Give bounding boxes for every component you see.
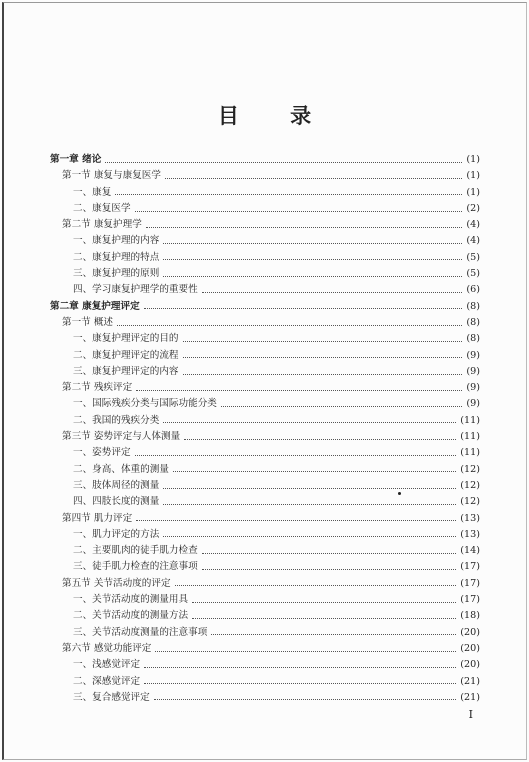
dot-leader [135, 455, 457, 456]
toc-page-number: (11) [460, 414, 480, 426]
toc-page-number: (11) [460, 431, 480, 443]
toc-label: 第二章 康复护理评定 [50, 300, 140, 312]
toc-label: 一、关节活动度的测量用具 [73, 594, 189, 606]
toc-section[interactable] [50, 511, 480, 527]
toc-page-number: (17) [460, 561, 480, 573]
dot-leader [144, 683, 456, 684]
toc-label: 第一节 概述 [62, 316, 114, 328]
dot-leader [202, 553, 457, 554]
toc-item[interactable] [50, 364, 480, 380]
toc-page-number: (4) [466, 219, 480, 231]
toc-label: 一、康复 [73, 186, 112, 198]
toc-label: 第六节 感觉功能评定 [62, 642, 152, 654]
toc-label: 三、康复护理评定的内容 [73, 365, 179, 377]
toc-page-number: (14) [460, 545, 480, 557]
toc-label: 三、肢体周径的测量 [73, 479, 160, 491]
toc-chapter[interactable] [50, 152, 480, 168]
dot-leader [163, 504, 456, 505]
toc-page-number: (4) [466, 235, 480, 247]
toc-label: 第四节 肌力评定 [62, 512, 133, 524]
dot-leader [175, 585, 457, 586]
toc-label: 第一章 绪论 [50, 154, 102, 165]
toc-item[interactable] [50, 543, 480, 559]
toc-item[interactable] [50, 462, 480, 478]
toc-page-number: (12) [460, 496, 480, 508]
dot-leader [192, 602, 456, 603]
toc-page-number: (20) [460, 659, 480, 671]
toc-section[interactable] [50, 380, 480, 396]
toc-item[interactable] [50, 478, 480, 494]
dot-leader [183, 341, 463, 342]
toc-label: 第二节 残疾评定 [62, 382, 133, 394]
toc-label: 第三节 姿势评定与人体测量 [62, 431, 181, 443]
toc-item[interactable] [50, 348, 480, 364]
toc-page-number: (20) [460, 642, 480, 654]
toc-label: 三、关节活动度测量的注意事项 [73, 626, 208, 638]
toc-item[interactable] [50, 396, 480, 412]
toc-label: 一、国际残疾分类与国际功能分类 [73, 398, 217, 410]
toc-item[interactable] [50, 494, 480, 510]
table-of-contents [50, 152, 480, 706]
toc-page-number: (5) [466, 251, 480, 263]
toc-page-number: (20) [460, 626, 480, 638]
toc-label: 四、四肢长度的测量 [73, 496, 160, 508]
toc-page-number: (21) [460, 691, 480, 703]
toc-page-number: (11) [460, 447, 480, 459]
dot-leader [184, 439, 456, 440]
dot-leader [117, 325, 462, 326]
toc-item[interactable] [50, 592, 480, 608]
toc-page-number: (9) [466, 365, 480, 377]
toc-label: 一、浅感觉评定 [73, 659, 141, 671]
toc-label: 一、康复护理的内容 [73, 235, 160, 247]
toc-label: 三、康复护理的原则 [73, 268, 160, 280]
toc-item[interactable] [50, 266, 480, 282]
toc-page-number: (12) [460, 479, 480, 491]
toc-page-number: (6) [466, 284, 480, 296]
toc-section[interactable] [50, 217, 480, 233]
toc-page-number: (9) [466, 398, 480, 410]
dot-leader [192, 618, 456, 619]
toc-section[interactable] [50, 315, 480, 331]
dot-leader [144, 308, 463, 309]
page-title: 目 录 [217, 104, 334, 128]
toc-item[interactable] [50, 657, 480, 673]
toc-item[interactable] [50, 690, 480, 706]
toc-item[interactable] [50, 331, 480, 347]
toc-item[interactable] [50, 185, 480, 201]
toc-page-number: (17) [460, 577, 480, 589]
toc-label: 三、徒手肌力检查的注意事项 [73, 561, 198, 573]
toc-section[interactable] [50, 641, 480, 657]
toc-label: 二、康复护理评定的流程 [73, 349, 179, 361]
toc-label: 一、康复护理评定的目的 [73, 333, 179, 345]
toc-label: 二、康复医学 [73, 202, 131, 214]
toc-item[interactable] [50, 250, 480, 266]
dot-leader [163, 243, 462, 244]
dot-leader [183, 357, 463, 358]
toc-item[interactable] [50, 233, 480, 249]
dot-leader [202, 292, 463, 293]
toc-page-number: (2) [466, 202, 480, 214]
toc-item[interactable] [50, 527, 480, 543]
dot-leader [154, 699, 457, 700]
dot-leader [163, 422, 456, 423]
dot-leader [202, 569, 457, 570]
dot-leader [136, 390, 462, 391]
toc-page-number: (21) [460, 675, 480, 687]
toc-label: 二、主要肌肉的徒手肌力检查 [73, 545, 198, 557]
toc-page-number: (8) [466, 333, 480, 345]
toc-item[interactable] [50, 674, 480, 690]
toc-label: 二、关节活动度的测量方法 [73, 610, 189, 622]
toc-label: 二、康复护理的特点 [73, 251, 160, 263]
toc-page-number: (1) [466, 186, 480, 198]
toc-item[interactable] [50, 201, 480, 217]
toc-label: 四、学习康复护理学的重要性 [73, 284, 198, 296]
dot-leader [163, 536, 456, 537]
toc-section[interactable] [50, 576, 480, 592]
toc-label: 第二节 康复护理学 [62, 219, 142, 231]
toc-item[interactable] [50, 559, 480, 575]
toc-item[interactable] [50, 445, 480, 461]
dot-leader [163, 259, 462, 260]
toc-label: 一、姿势评定 [73, 447, 131, 459]
toc-item[interactable] [50, 282, 480, 298]
toc-page-number: (1) [466, 170, 480, 182]
toc-label: 二、我国的残疾分类 [73, 414, 160, 426]
toc-label: 第五节 关节活动度的评定 [62, 577, 171, 589]
toc-section[interactable] [50, 429, 480, 445]
toc-page-number: (1) [466, 154, 480, 165]
toc-page-number: (9) [466, 382, 480, 394]
dot-leader [115, 194, 462, 195]
toc-page-number: (8) [466, 316, 480, 328]
toc-label: 三、复合感觉评定 [73, 691, 150, 703]
dot-leader [136, 520, 456, 521]
toc-page-number: (18) [460, 610, 480, 622]
toc-page-number: (8) [466, 300, 480, 312]
toc-page-number: (5) [466, 268, 480, 280]
toc-label: 一、肌力评定的方法 [73, 528, 160, 540]
dot-leader [163, 488, 456, 489]
dot-leader [105, 162, 462, 163]
dot-leader [173, 471, 456, 472]
toc-section[interactable] [50, 168, 480, 184]
toc-item[interactable] [50, 608, 480, 624]
dot-leader [144, 667, 456, 668]
dot-leader [211, 634, 456, 635]
dot-leader [155, 651, 456, 652]
toc-page-number: (12) [460, 463, 480, 475]
page-folio: I [468, 708, 473, 721]
toc-chapter[interactable] [50, 299, 480, 315]
dot-leader [183, 374, 463, 375]
toc-page-number: (13) [460, 512, 480, 524]
dot-leader [163, 276, 462, 277]
scan-speck [398, 492, 401, 495]
toc-label: 二、深感觉评定 [73, 675, 141, 687]
toc-item[interactable] [50, 413, 480, 429]
dot-leader [135, 211, 463, 212]
dot-leader [221, 406, 463, 407]
toc-page-number: (13) [460, 528, 480, 540]
toc-item[interactable] [50, 625, 480, 641]
toc-page-number: (9) [466, 349, 480, 361]
toc-label: 二、身高、体重的测量 [73, 463, 169, 475]
toc-label: 第一节 康复与康复医学 [62, 170, 161, 182]
dot-leader [146, 227, 463, 228]
dot-leader [165, 178, 462, 179]
toc-page-number: (17) [460, 594, 480, 606]
